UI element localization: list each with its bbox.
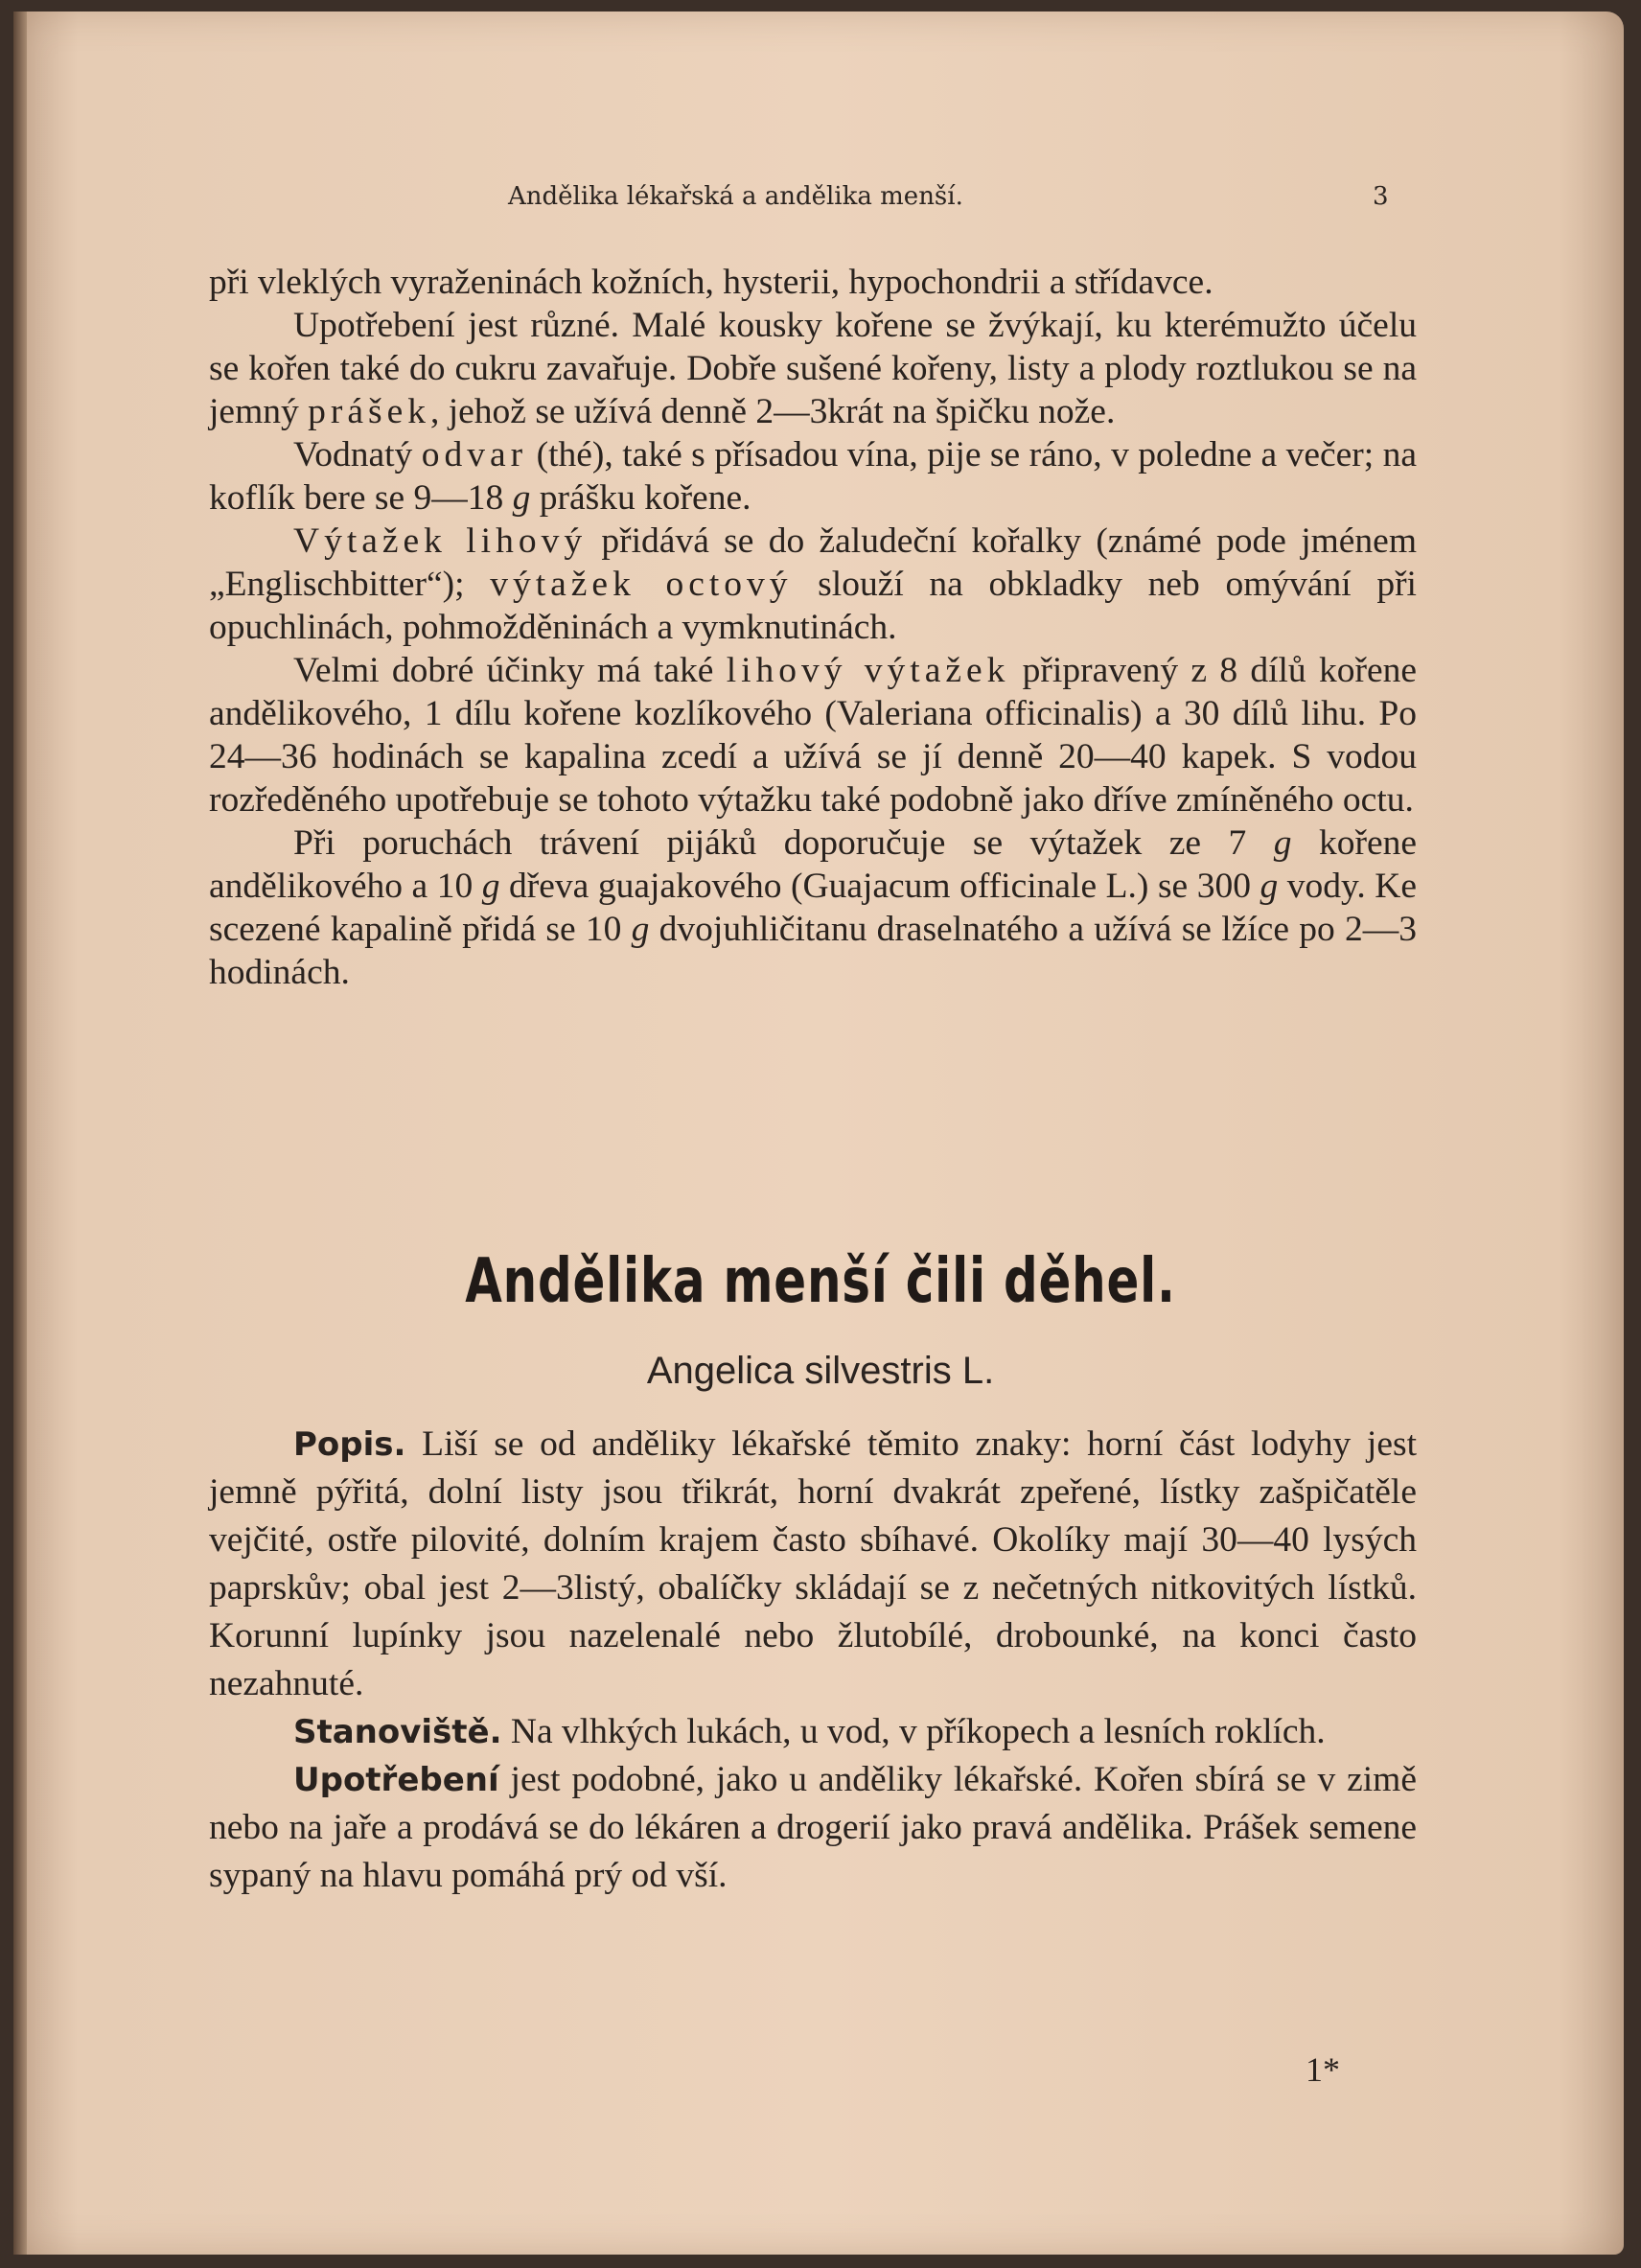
emphasis-odvar: odvar	[421, 435, 528, 474]
run-in-upotrebeni: Upotřebení	[293, 1761, 499, 1799]
page-number: 3	[1373, 182, 1389, 211]
page-spine-shadow	[13, 12, 27, 2255]
running-title: Andělika lékařská a andělika menší.	[508, 182, 963, 211]
paragraph-6: Při poruchách trávení pijáků doporučuje se výtažek ze 7 g kořene andělikového a 10 g dřeva guajakového (Guajacum officinale L.) se 300 g vody. Ke scezené kapalině přidá se 10 g dvojuhličitanu draselnatého a užívá se lžíce po 2—3 hodinách.	[209, 823, 1417, 992]
emphasis-lihovy-vytazek: lihový výtažek	[726, 651, 1010, 690]
section-text	[209, 1421, 1417, 1900]
main-text	[209, 261, 1417, 994]
paragraph-3: Vodnatý odvar (thé), také s přísadou vína, pije se ráno, v poledne a večer; na koflík bere se 9—18 g prášku kořene.	[209, 435, 1418, 518]
run-in-popis: Popis.	[293, 1425, 406, 1464]
emphasis-prasek: prášek	[308, 392, 430, 431]
section-subtitle: Angelica silvestris L.	[646, 1350, 995, 1392]
paragraph-2: Upotřebení jest různé. Malé kousky kořene se žvýkají, ku kterémužto účelu se kořen také do cukru zavařuje. Dobře sušené kořeny, listy a plody roztlukou se na jemný prášek, jehož se užívá denně 2—3krát na špičku nože.	[209, 306, 1417, 431]
run-in-stanoviste: Stanoviště.	[293, 1713, 502, 1751]
emphasis-vytazek-octovy: výtažek octový	[490, 565, 793, 604]
paragraph-upotrebeni: Upotřebení jest podobné, jako u anděliky lékařské. Kořen sbírá se v zimě nebo na jaře a prodává se do lékáren a drogerií jako pravá andělika. Prášek semene sypaný na hlavu pomáhá prý od vší.	[209, 1760, 1417, 1895]
paragraph-stanoviste: Stanoviště. Na vlhkých lukách, u vod, v příkopech a lesních roklích.	[293, 1712, 1326, 1751]
paragraph-4: Výtažek lihový přidává se do žaludeční kořalky (známé pode jménem „Englischbitter“); výtažek octový slouží na obkladky neb omývání při opuchlinách, pohmožděninách a vymknutinách.	[209, 521, 1417, 647]
running-head	[0, 182, 1610, 220]
section-title: Andělika menší čili děhel.	[465, 1246, 1176, 1317]
paragraph-popis: Popis. Liší se od anděliky lékařské těmito znaky: horní část lodyhy jest jemně pýřitá, dolní listy jsou třikrát, horní dvakrát zpeřené, lístky zašpičatěle vejčité, ostře pilovité, dolním krajem často sbíhavé. Okolíky mají 30—40 lysých paprskův; obal jest 2—3listý, obalíčky skládají se z nečetných nitkovitých lístků. Korunní lupínky jsou nazelenalé nebo žlutobílé, drobounké, na konci často nezahnuté.	[209, 1424, 1417, 1703]
emphasis-vytazek-lihovy: Výtažek lihový	[293, 521, 588, 561]
paragraph-5: Velmi dobré účinky má také lihový výtažek připravený z 8 dílů kořene andělikového, 1 dílu kořene kozlíkového (Valeriana officinalis) a 30 dílů lihu. Po 24—36 hodinách se kapalina zcedí a užívá se jí denně 20—40 kapek. S vodou rozředěného upotřebuje se tohoto výtažku také podobně jako dříve zmíněného octu.	[209, 651, 1417, 820]
paragraph-1: při vleklých vyraženinách kožních, hysterii, hypochondrii a střídavce.	[209, 263, 1213, 302]
signature-mark: 1*	[1306, 2050, 1340, 2089]
